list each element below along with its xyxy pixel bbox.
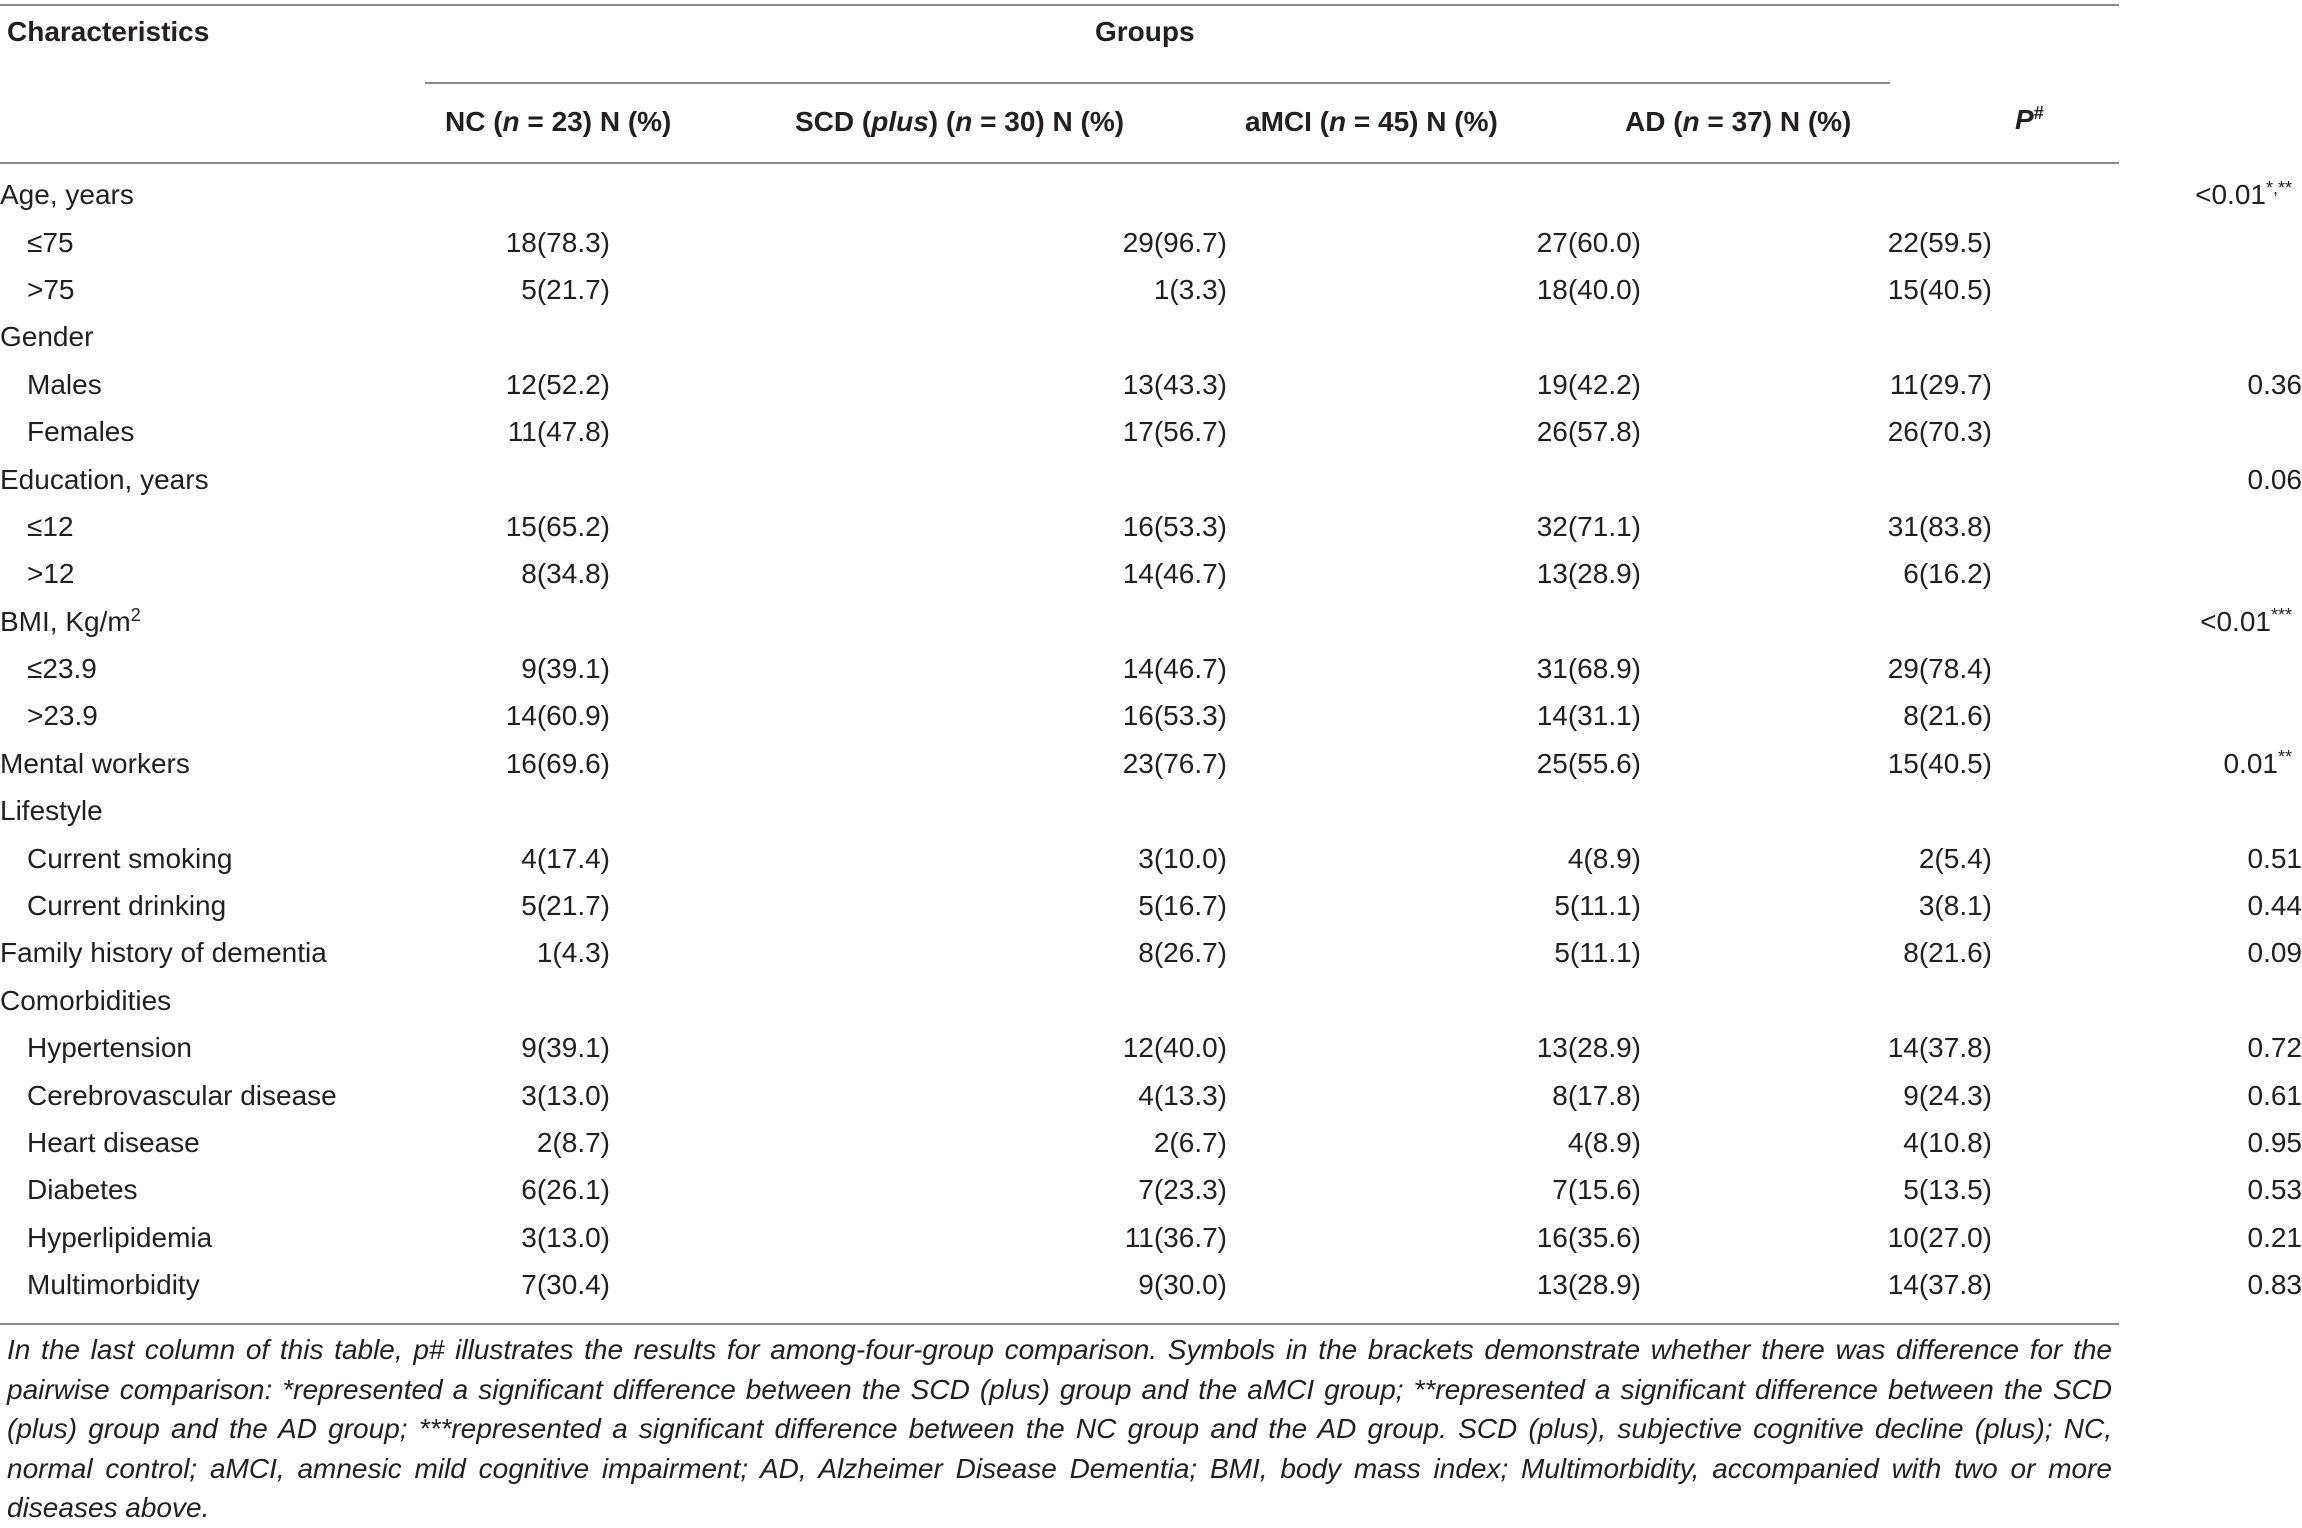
table-cell: 14(37.8): [1641, 1024, 1992, 1071]
row-label: [0, 929, 425, 976]
table-cell: 4(17.4): [425, 834, 610, 881]
row-label: [0, 503, 425, 550]
table-row: [0, 455, 2302, 502]
table-cell: 5(11.1): [1227, 929, 1641, 976]
row-label-text: Mental workers: [0, 748, 190, 779]
p-value-cell: [1992, 977, 2302, 1024]
row-label: [0, 1071, 425, 1118]
row-label-text: >23.9: [27, 700, 98, 731]
row-label-text: Hyperlipidemia: [27, 1222, 212, 1253]
row-label: [0, 218, 425, 265]
table-cell: 15(65.2): [425, 503, 610, 550]
data-table: [0, 171, 2302, 1308]
p-value-cell: [1992, 1261, 2302, 1308]
table-cell: [1641, 787, 1992, 834]
row-label-text: Cerebrovascular disease: [27, 1080, 337, 1111]
table-row: [0, 171, 2302, 218]
row-label: [0, 361, 425, 408]
table-row: [0, 645, 2302, 692]
table-cell: [1641, 455, 1992, 502]
row-label: [0, 1119, 425, 1166]
table-cell: 8(21.6): [1641, 929, 1992, 976]
table-cell: [1227, 598, 1641, 645]
table-cell: [610, 313, 1227, 360]
table-cell: 4(8.9): [1227, 834, 1641, 881]
table-cell: [1227, 171, 1641, 218]
table-row: [0, 882, 2302, 929]
p-value-cell: [1992, 692, 2302, 739]
table-row: [0, 361, 2302, 408]
table-cell: 11(47.8): [425, 408, 610, 455]
table-cell: 9(30.0): [610, 1261, 1227, 1308]
table-cell: [610, 977, 1227, 1024]
table-footnote: In the last column of this table, p# illustrates the results for among-four-group comparison. Symbols in the brackets demonstrate whether there was difference for the pairwise comparison: *represented a significant difference between the SCD (plus) group and the aMCI group; **represented a significant difference between the SCD (plus) group and the AD group; ***represented a significant difference between the NC group and the AD group. SCD (plus), subjective cognitive decline (plus); NC, normal control; aMCI, amnesic mild cognitive impairment; AD, Alzheimer Disease Dementia; BMI, body mass index; Multimorbidity, accompanied with two or more diseases above.: [7, 1330, 2112, 1528]
table-row: [0, 598, 2302, 645]
table-cell: [425, 171, 610, 218]
table-row: [0, 1071, 2302, 1118]
table-cell: 22(59.5): [1641, 218, 1992, 265]
table-cell: 13(28.9): [1227, 1261, 1641, 1308]
table-row: [0, 503, 2302, 550]
table-cell: 14(37.8): [1641, 1261, 1992, 1308]
table-cell: 3(13.0): [425, 1071, 610, 1118]
row-label-text: Family history of dementia: [0, 937, 327, 968]
p-value-cell: [1992, 645, 2302, 692]
p-value-superscript: ***: [2271, 605, 2292, 625]
p-value-cell: [1992, 266, 2302, 313]
header-col-p: P#: [2015, 104, 2044, 136]
p-value-cell: [1992, 834, 2302, 881]
row-label: [0, 977, 425, 1024]
row-label-text: Current drinking: [27, 890, 226, 921]
row-label-text: Hypertension: [27, 1032, 192, 1063]
table-cell: 18(78.3): [425, 218, 610, 265]
header-col-ad: AD (n = 37) N (%): [1625, 106, 1851, 138]
table-row: [0, 550, 2302, 597]
p-value-cell: [1992, 1024, 2302, 1071]
table-cell: 31(68.9): [1227, 645, 1641, 692]
table-cell: 9(39.1): [425, 1024, 610, 1071]
table-cell: 14(60.9): [425, 692, 610, 739]
p-value-cell: [1992, 455, 2302, 502]
table-cell: 27(60.0): [1227, 218, 1641, 265]
table-cell: 3(10.0): [610, 834, 1227, 881]
table-cell: [1641, 171, 1992, 218]
row-label: [0, 313, 425, 360]
table-row: [0, 1024, 2302, 1071]
table-cell: [1227, 977, 1641, 1024]
table-cell: 19(42.2): [1227, 361, 1641, 408]
row-label: [0, 408, 425, 455]
table-cell: 12(52.2): [425, 361, 610, 408]
table-cell: [1641, 598, 1992, 645]
p-value-text: <0.01: [2200, 606, 2271, 637]
bottom-rule: [0, 1323, 2119, 1325]
table-cell: 31(83.8): [1641, 503, 1992, 550]
row-label-text: Multimorbidity: [27, 1269, 200, 1300]
p-value-cell: [1992, 313, 2302, 360]
table-cell: 16(69.6): [425, 740, 610, 787]
table-cell: 8(34.8): [425, 550, 610, 597]
table-row: [0, 1166, 2302, 1213]
table-row: [0, 1119, 2302, 1166]
table-cell: 13(28.9): [1227, 1024, 1641, 1071]
table-cell: 14(46.7): [610, 550, 1227, 597]
table-row: [0, 408, 2302, 455]
table-cell: 5(21.7): [425, 882, 610, 929]
p-value-text: 0.51: [2248, 843, 2302, 874]
row-label: [0, 834, 425, 881]
row-label: [0, 882, 425, 929]
row-label-text: Heart disease: [27, 1127, 200, 1158]
table-cell: 3(8.1): [1641, 882, 1992, 929]
p-value-text: 0.36: [2248, 369, 2302, 400]
table-row: [0, 834, 2302, 881]
p-value-cell: [1992, 503, 2302, 550]
row-label-text: ≤23.9: [27, 653, 97, 684]
p-value-cell: [1992, 929, 2302, 976]
row-label-text: BMI, Kg/m: [0, 606, 131, 637]
table-row: [0, 1261, 2302, 1308]
table-cell: 23(76.7): [610, 740, 1227, 787]
p-value-cell: [1992, 1166, 2302, 1213]
p-value-superscript: **: [2278, 747, 2292, 767]
p-value-cell: [1992, 408, 2302, 455]
table-cell: 11(36.7): [610, 1214, 1227, 1261]
table-cell: 18(40.0): [1227, 266, 1641, 313]
table-row: [0, 929, 2302, 976]
row-label-text: Diabetes: [27, 1174, 138, 1205]
row-label: [0, 598, 425, 645]
header-col-scd: SCD (plus) (n = 30) N (%): [795, 106, 1124, 138]
table-cell: 12(40.0): [610, 1024, 1227, 1071]
table-cell: [1227, 455, 1641, 502]
table-cell: 7(30.4): [425, 1261, 610, 1308]
table-cell: 16(53.3): [610, 503, 1227, 550]
p-value-cell: [1992, 550, 2302, 597]
p-value-text: 0.95: [2248, 1127, 2302, 1158]
table-cell: 26(57.8): [1227, 408, 1641, 455]
table-cell: 5(13.5): [1641, 1166, 1992, 1213]
row-label-text: Current smoking: [27, 843, 232, 874]
row-label-text: >12: [27, 558, 75, 589]
header-characteristics: Characteristics: [7, 16, 209, 48]
table-cell: [1641, 977, 1992, 1024]
row-label: [0, 1261, 425, 1308]
table-cell: 29(78.4): [1641, 645, 1992, 692]
table-cell: [610, 598, 1227, 645]
header-col-nc: NC (n = 23) N (%): [445, 106, 671, 138]
row-label: [0, 740, 425, 787]
row-label: [0, 171, 425, 218]
row-label: [0, 1214, 425, 1261]
table-cell: [425, 977, 610, 1024]
table-cell: 3(13.0): [425, 1214, 610, 1261]
table-cell: 13(43.3): [610, 361, 1227, 408]
row-label-text: Lifestyle: [0, 795, 103, 826]
table-row: [0, 740, 2302, 787]
table-cell: 6(16.2): [1641, 550, 1992, 597]
row-label: [0, 266, 425, 313]
table-cell: 29(96.7): [610, 218, 1227, 265]
row-label-text: Education, years: [0, 464, 209, 495]
table-cell: 8(26.7): [610, 929, 1227, 976]
row-label-text: Age, years: [0, 179, 134, 210]
p-value-text: 0.09: [2248, 937, 2302, 968]
row-label: [0, 1166, 425, 1213]
row-label: [0, 692, 425, 739]
table-cell: 8(21.6): [1641, 692, 1992, 739]
row-label: [0, 550, 425, 597]
table-cell: 5(11.1): [1227, 882, 1641, 929]
table-cell: 7(15.6): [1227, 1166, 1641, 1213]
row-label-text: Females: [27, 416, 134, 447]
table-cell: 13(28.9): [1227, 550, 1641, 597]
table-row: [0, 313, 2302, 360]
table-row: [0, 218, 2302, 265]
p-value-cell: [1992, 882, 2302, 929]
table-row: [0, 266, 2302, 313]
row-label-text: Gender: [0, 321, 93, 352]
table-cell: 2(8.7): [425, 1119, 610, 1166]
table-cell: 8(17.8): [1227, 1071, 1641, 1118]
p-value-text: 0.06: [2248, 464, 2302, 495]
table-cell: 7(23.3): [610, 1166, 1227, 1213]
p-value-cell: [1992, 361, 2302, 408]
row-label: [0, 1024, 425, 1071]
row-label-text: ≤75: [27, 227, 74, 258]
table-cell: 16(53.3): [610, 692, 1227, 739]
p-value-text: 0.72: [2248, 1032, 2302, 1063]
table-cell: [425, 598, 610, 645]
table-cell: 4(8.9): [1227, 1119, 1641, 1166]
header-col-amci: aMCI (n = 45) N (%): [1245, 106, 1498, 138]
table-cell: 26(70.3): [1641, 408, 1992, 455]
table-cell: [610, 787, 1227, 834]
table-cell: [1227, 313, 1641, 360]
p-value-cell: [1992, 1214, 2302, 1261]
top-rule: [0, 4, 2119, 6]
row-label: [0, 787, 425, 834]
table-cell: 11(29.7): [1641, 361, 1992, 408]
p-value-cell: [1992, 1071, 2302, 1118]
p-value-cell: [1992, 1119, 2302, 1166]
row-label-text: Males: [27, 369, 102, 400]
p-value-superscript: *,**: [2266, 178, 2292, 198]
p-value-text: 0.53: [2248, 1174, 2302, 1205]
table-cell: [425, 313, 610, 360]
row-label-superscript: 2: [131, 605, 141, 625]
table-cell: 10(27.0): [1641, 1214, 1992, 1261]
header-groups: Groups: [1095, 16, 1195, 48]
table-cell: 5(21.7): [425, 266, 610, 313]
table-cell: [610, 171, 1227, 218]
table-cell: 4(13.3): [610, 1071, 1227, 1118]
p-value-text: 0.01: [2223, 748, 2278, 779]
table-cell: 15(40.5): [1641, 266, 1992, 313]
table-cell: [1641, 313, 1992, 360]
p-value-cell: [1992, 598, 2302, 645]
table-cell: 25(55.6): [1227, 740, 1641, 787]
table-row: [0, 787, 2302, 834]
table-cell: 4(10.8): [1641, 1119, 1992, 1166]
table-row: [0, 977, 2302, 1024]
row-label: [0, 645, 425, 692]
table-cell: 5(16.7): [610, 882, 1227, 929]
p-value-text: 0.83: [2248, 1269, 2302, 1300]
row-label-text: >75: [27, 274, 75, 305]
table-cell: 15(40.5): [1641, 740, 1992, 787]
header-rule: [0, 162, 2119, 164]
table-cell: [610, 455, 1227, 502]
p-value-text: 0.61: [2248, 1080, 2302, 1111]
table-cell: 1(3.3): [610, 266, 1227, 313]
table-cell: 14(31.1): [1227, 692, 1641, 739]
row-label-text: Comorbidities: [0, 985, 171, 1016]
table-cell: 9(39.1): [425, 645, 610, 692]
p-value-cell: [1992, 218, 2302, 265]
groups-underline: [425, 82, 1890, 84]
table-cell: 32(71.1): [1227, 503, 1641, 550]
row-label-text: ≤12: [27, 511, 74, 542]
table-cell: 6(26.1): [425, 1166, 610, 1213]
table-cell: [425, 787, 610, 834]
table-cell: 16(35.6): [1227, 1214, 1641, 1261]
table-cell: 9(24.3): [1641, 1071, 1992, 1118]
table-cell: [1227, 787, 1641, 834]
table-cell: 2(6.7): [610, 1119, 1227, 1166]
row-label: [0, 455, 425, 502]
p-value-text: <0.01: [2195, 179, 2266, 210]
table-cell: 14(46.7): [610, 645, 1227, 692]
p-value-cell: [1992, 171, 2302, 218]
p-value-cell: [1992, 787, 2302, 834]
p-value-cell: [1992, 740, 2302, 787]
table-cell: 1(4.3): [425, 929, 610, 976]
p-value-text: 0.44: [2248, 890, 2302, 921]
table-cell: [425, 455, 610, 502]
table-row: [0, 1214, 2302, 1261]
table-cell: 17(56.7): [610, 408, 1227, 455]
table-cell: 2(5.4): [1641, 834, 1992, 881]
p-value-text: 0.21: [2248, 1222, 2302, 1253]
table-row: [0, 692, 2302, 739]
